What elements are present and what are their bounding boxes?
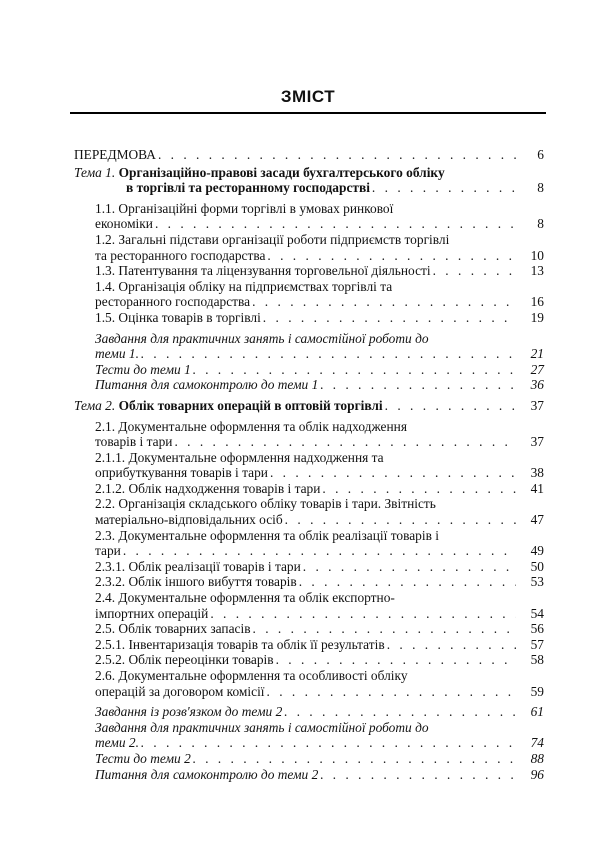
dot-leader (322, 481, 516, 497)
toc-entry[interactable] (74, 496, 544, 527)
dot-leader (141, 346, 516, 362)
toc-entry-label: 2.1.1. Документальне оформлення надходження та (95, 449, 384, 465)
dot-leader (253, 621, 516, 637)
dot-leader (267, 248, 516, 264)
page-number: 27 (530, 361, 544, 377)
page-header (70, 0, 546, 114)
dot-leader (372, 180, 516, 196)
toc-entry-label: 2.5.1. Інвентаризація товарів та облік її результатів (95, 636, 385, 652)
page-number: 54 (530, 605, 544, 621)
dot-leader (299, 574, 516, 590)
page-number: 16 (530, 294, 544, 310)
toc-entry-label: 2.3.1. Облік реалізації товарів і тари (95, 558, 301, 574)
page-number: 38 (530, 465, 544, 481)
theme-title-cont: в торгівлі та ресторанному господарстві (126, 180, 370, 196)
page-number: 53 (530, 574, 544, 590)
toc-entry[interactable] (74, 481, 544, 497)
dot-leader (284, 704, 516, 720)
toc-entry[interactable] (74, 652, 544, 668)
toc-entry-label: 2.3. Документальне оформлення та облік реалізації товарів і (95, 527, 439, 543)
dot-leader (385, 398, 516, 414)
toc-entry[interactable] (74, 232, 544, 263)
toc-entry[interactable] (74, 310, 544, 326)
toc-entry-label: економіки (95, 216, 153, 232)
page-number: 36 (530, 377, 544, 393)
theme-title: Облік товарних операцій в оптовій торгівлі (118, 397, 383, 413)
toc-entry-label: 1.4. Організація обліку на підприємствах торгівлі та (95, 278, 393, 294)
theme-title: Організаційно-правові засади бухгалтерського обліку (118, 164, 445, 180)
toc-entry[interactable] (74, 720, 544, 751)
page-title: ЗМІСТ (280, 87, 336, 106)
dot-leader (174, 434, 516, 450)
toc-entry-label: імпортних операцій (95, 605, 209, 621)
toc-entry-label: тари (95, 543, 121, 559)
toc-entry-label: товарів і тари (95, 434, 173, 450)
toc-entry-label: 2.1.2. Облік надходження товарів і тари (95, 480, 321, 496)
toc-entry-label: Тести до теми 1 (95, 361, 191, 377)
page-number: 19 (530, 309, 544, 325)
toc-entry[interactable] (74, 621, 544, 637)
theme-label: Тема 2. (74, 397, 116, 413)
toc-entry[interactable] (74, 419, 544, 450)
dot-leader (320, 377, 516, 393)
page-number: 50 (530, 558, 544, 574)
toc-entry[interactable] (74, 559, 544, 575)
toc-entry-label: 2.5.2. Облік переоцінки товарів (95, 652, 274, 668)
toc-entry-label: 2.2. Організація складського обліку товарів і тари. Звітність (95, 496, 436, 512)
page-number: 47 (530, 512, 544, 528)
toc-entry[interactable] (74, 362, 544, 378)
page-number: 74 (530, 735, 544, 751)
toc-entry-label: теми 2. (95, 735, 139, 751)
page-number: 6 (537, 147, 544, 162)
dot-leader (270, 465, 516, 481)
page-number: 57 (530, 636, 544, 652)
dot-leader (158, 147, 516, 163)
dot-leader (193, 751, 516, 767)
table-of-contents (74, 147, 544, 782)
toc-entry[interactable] (74, 574, 544, 590)
toc-entry-label: матеріально-відповідальних осіб (95, 512, 283, 528)
toc-entry-label: ресторанного господарства (95, 294, 251, 310)
page-number: 58 (530, 652, 544, 668)
toc-entry[interactable] (74, 331, 544, 362)
dot-leader (433, 263, 516, 279)
toc-entry[interactable] (74, 201, 544, 232)
toc-entry-label: теми 1. (95, 346, 139, 362)
toc-entry[interactable] (74, 528, 544, 559)
toc-entry-label: 2.5. Облік товарних запасів (95, 621, 251, 637)
toc-entry[interactable] (74, 377, 544, 393)
page-number: 8 (537, 216, 544, 232)
toc-entry-label: оприбуткування товарів і тари (95, 465, 268, 481)
dot-leader (141, 735, 516, 751)
toc-entry-label: ПЕРЕДМОВА (74, 147, 156, 162)
toc-theme-2[interactable] (74, 398, 544, 414)
dot-leader (285, 512, 516, 528)
toc-entry-label: 2.4. Документальне оформлення та облік експортно- (95, 590, 395, 606)
toc-entry[interactable] (74, 450, 544, 481)
dot-leader (320, 767, 516, 783)
dot-leader (263, 310, 516, 326)
page-number: 61 (530, 704, 544, 720)
toc-entry-label: 1.2. Загальні підстави організації роботи підприємств торгівлі (95, 231, 450, 247)
dot-leader (155, 216, 516, 232)
dot-leader (252, 294, 516, 310)
page-number: 56 (530, 621, 544, 637)
dot-leader (267, 684, 516, 700)
page-number: 37 (530, 434, 544, 450)
dot-leader (276, 652, 516, 668)
toc-entry-label: 2.6. Документальне оформлення та особливості обліку (95, 668, 408, 683)
page-number: 41 (530, 480, 544, 496)
toc-entry-label: Завдання із розв'язком до теми 2 (95, 704, 283, 720)
dot-leader (210, 606, 516, 622)
page-number: 37 (530, 397, 544, 413)
toc-theme-1[interactable] (74, 165, 544, 196)
toc-entry-label: 1.5. Оцінка товарів в торгівлі (95, 309, 261, 325)
toc-entry-label: Завдання для практичних занять і самостійної роботи до (95, 330, 429, 346)
toc-entry-label: 2.3.2. Облік іншого вибуття товарів (95, 574, 297, 590)
toc-entry[interactable] (74, 263, 544, 279)
toc-entry-label: 2.1. Документальне оформлення та облік надходження (95, 418, 407, 434)
toc-entry-label: Завдання для практичних занять і самостійної роботи до (95, 719, 429, 735)
toc-entry[interactable] (74, 279, 544, 310)
dot-leader (123, 543, 516, 559)
toc-entry-label: Питання для самоконтролю до теми 2 (95, 766, 319, 782)
dot-leader (303, 559, 516, 575)
toc-entry-label: та ресторанного господарства (95, 247, 266, 263)
toc-entry[interactable] (74, 704, 544, 720)
page-number: 59 (530, 683, 544, 699)
toc-entry-label: 1.3. Патентування та ліцензування торговельної діяльності (95, 263, 431, 279)
toc-entry-label: операцій за договором комісії (95, 683, 265, 699)
toc-entry-foreword[interactable] (74, 147, 544, 163)
toc-entry-label: 1.1. Організаційні форми торгівлі в умовах ринкової (95, 200, 394, 216)
page-number: 8 (537, 180, 544, 196)
toc-entry[interactable] (74, 751, 544, 767)
toc-entry-label: Питання для самоконтролю до теми 1 (95, 377, 319, 393)
page-number: 88 (530, 750, 544, 766)
toc-entry[interactable] (74, 590, 544, 621)
page-number: 10 (530, 247, 544, 263)
toc-entry[interactable] (74, 767, 544, 783)
page-number: 21 (530, 346, 544, 362)
theme-label: Тема 1. (74, 164, 116, 180)
page-number: 49 (530, 543, 544, 559)
dot-leader (193, 362, 516, 378)
toc-entry[interactable] (74, 668, 544, 699)
toc-entry[interactable] (74, 637, 544, 653)
toc-entry-label: Тести до теми 2 (95, 750, 191, 766)
page-number: 96 (530, 766, 544, 782)
dot-leader (387, 637, 516, 653)
page-number: 13 (530, 263, 544, 279)
